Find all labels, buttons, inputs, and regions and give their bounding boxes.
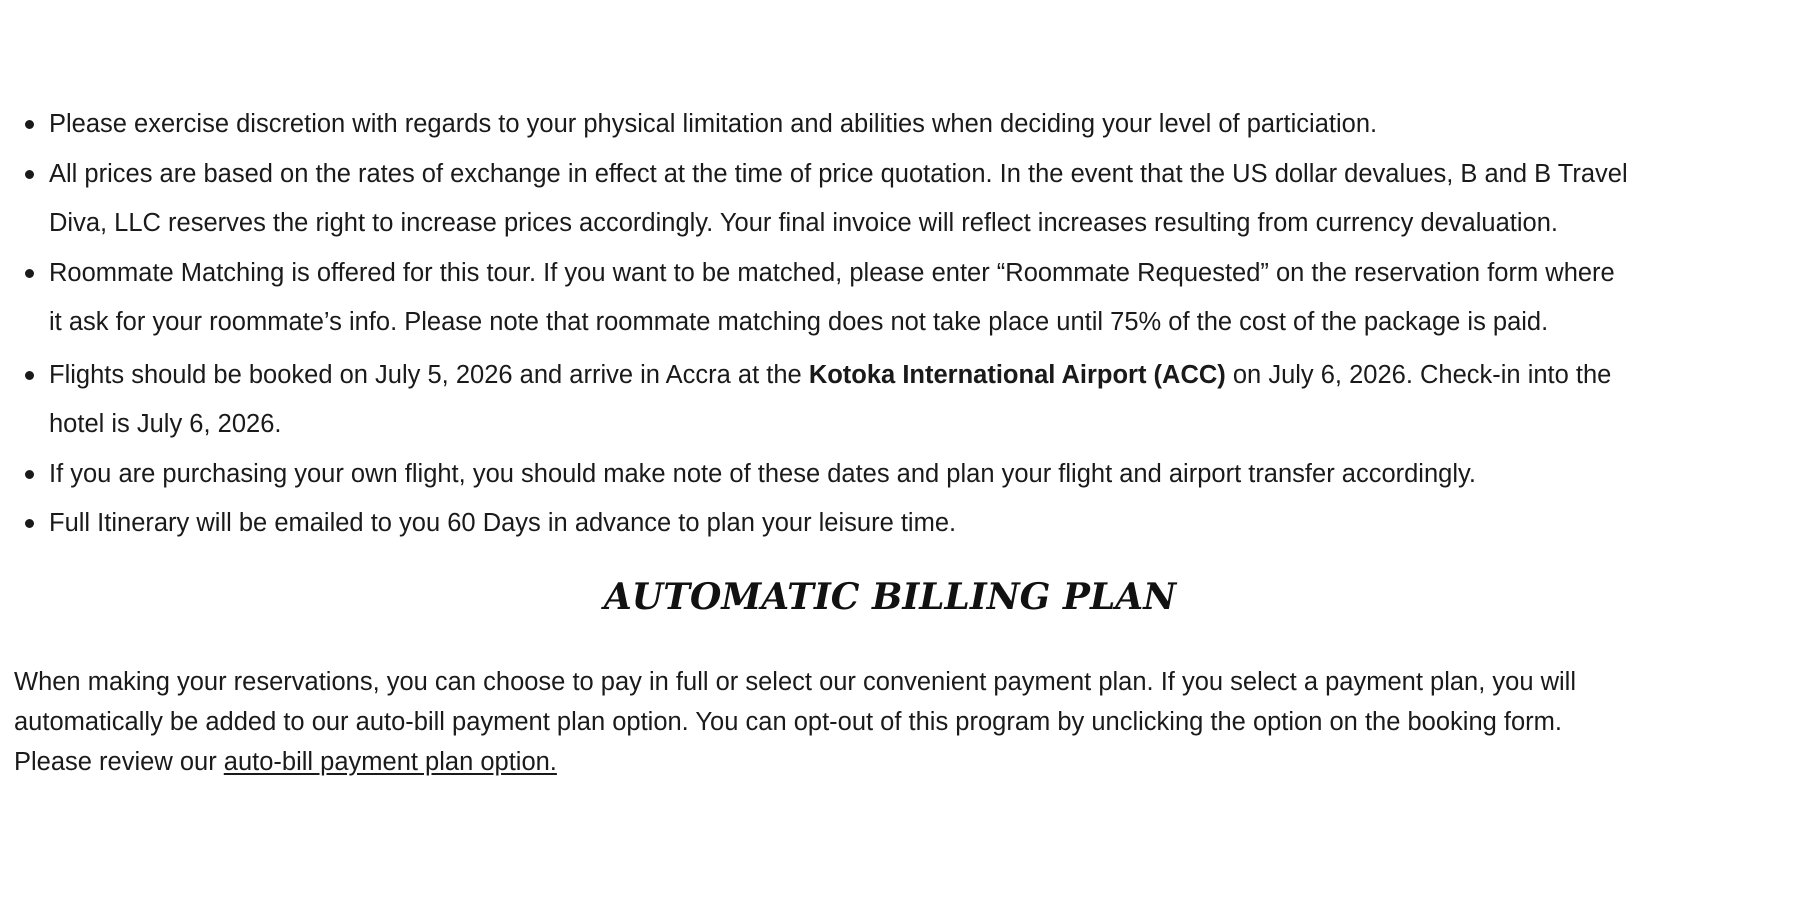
auto-bill-plan-link[interactable]: auto-bill payment plan option.: [223, 747, 557, 776]
note-text: Roommate Matching is offered for this tour. If you want to be matched, please enter “Roommate Requested” on the reservation form where: [49, 258, 1615, 287]
note-text-pre: Flights should be booked on July 5, 2026 and arrive in Accra at the: [49, 360, 809, 389]
airport-name: Kotoka International Airport (ACC): [808, 360, 1226, 389]
bullet-icon: [25, 470, 34, 479]
tour-notes-list: [14, 100, 1790, 549]
list-item: [14, 150, 1790, 249]
list-item: [14, 499, 1790, 549]
note-text: Diva, LLC reserves the right to increase prices accordingly. Your final invoice will reflect increases resulting from currency devaluation.: [49, 209, 1558, 237]
billing-text: When making your reservations, you can choose to pay in full or select our convenient payment plan. If you select a payment plan, you will: [14, 667, 1576, 696]
bullet-icon: [25, 170, 34, 179]
note-text: Please exercise discretion with regards to your physical limitation and abilities when deciding your level of particiation.: [49, 110, 1378, 138]
billing-plan-description: [14, 662, 1790, 782]
billing-plan-heading: AUTOMATIC BILLING PLAN: [603, 575, 1177, 618]
list-item: [14, 351, 1790, 450]
list-item: [14, 100, 1790, 150]
bullet-icon: [25, 519, 34, 528]
note-text: it ask for your roommate’s info. Please note that roommate matching does not take place until 75% of the cost of the package is paid.: [49, 308, 1549, 336]
note-text: hotel is July 6, 2026.: [49, 410, 282, 438]
billing-text: automatically be added to our auto-bill payment plan option. You can opt-out of this program by unclicking the option on the booking form.: [14, 707, 1562, 736]
billing-text-prefix: Please review our: [14, 747, 224, 776]
note-text: If you are purchasing your own flight, you should make note of these dates and plan your flight and airport transfer accordingly.: [49, 459, 1476, 488]
bullet-icon: [25, 120, 34, 129]
note-text-post: on July 6, 2026. Check-in into the: [1225, 360, 1612, 389]
bullet-icon: [25, 269, 34, 278]
billing-text: [14, 742, 1790, 782]
note-text: Full Itinerary will be emailed to you 60 Days in advance to plan your leisure time.: [49, 509, 957, 537]
note-text: [49, 351, 1790, 401]
list-item: [14, 249, 1790, 348]
note-text: All prices are based on the rates of exchange in effect at the time of price quotation. In the event that the US dollar devalues, B and B Travel: [49, 159, 1628, 188]
list-item: [14, 450, 1790, 500]
bullet-icon: [25, 371, 34, 380]
